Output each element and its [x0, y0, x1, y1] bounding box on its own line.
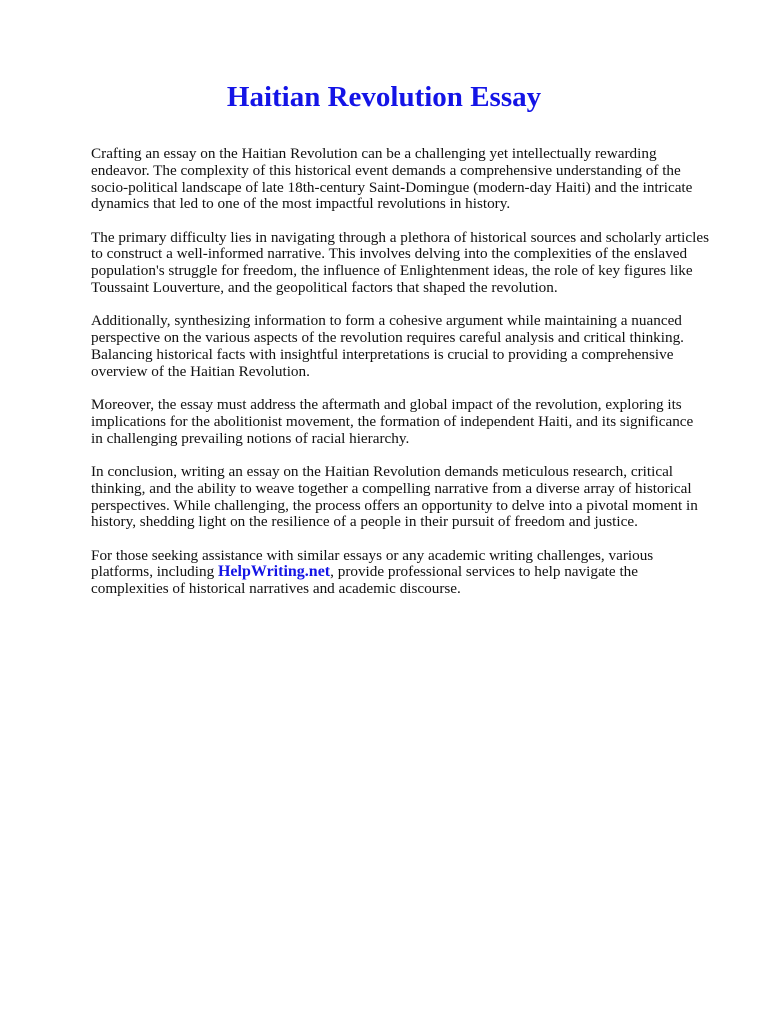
closing-text-before-link: For those seeking assistance with similar essays or any academic writing challenges, various platforms, including [91, 546, 654, 581]
paragraph-primary-difficulty: The primary difficulty lies in navigating through a plethora of historical sources and scholarly articles to construct a well-informed narrative. This involves delving into the complexities of the enslaved population's struggle for freedom, the influence of Enlightenment ideas, the role of key figures like Toussaint Louverture, and the geopolitical factors that shaped the revolution. [91, 228, 710, 297]
helpwriting-link[interactable]: HelpWriting.net [217, 563, 331, 581]
paragraph-introduction: Crafting an essay on the Haitian Revolution can be a challenging yet intellectually rewarding endeavor. The complexity of this historical event demands a comprehensive understanding of the socio-political landscape of late 18th-century Saint-Domingue (modern-day Haiti) and the intricate dynamics that led to one of the most impactful revolutions in history. [91, 145, 693, 213]
paragraph-synthesis: Additionally, synthesizing information to form a cohesive argument while maintaining a nuanced perspective on the various aspects of the revolution requires careful analysis and critical thinking. Balancing historical facts with insightful interpretations is crucial to providing a comprehensive overview of the Haitian Revolution. [91, 312, 684, 380]
essay-body [91, 146, 731, 615]
paragraph-aftermath: Moreover, the essay must address the aftermath and global impact of the revolution, exploring its implications for the abolitionist movement, the formation of independent Haiti, and its significance in challenging prevailing notions of racial hierarchy. [91, 396, 694, 447]
closing-text-after-link: , provide professional services to help navigate the complexities of historical narratives and academic discourse. [91, 563, 638, 598]
paragraph-conclusion: In conclusion, writing an essay on the Haitian Revolution demands meticulous research, critical thinking, and the ability to weave together a compelling narrative from a diverse array of historical perspectives. While challenging, the process offers an opportunity to delve into a pivotal moment in history, shedding light on the resilience of a people in their pursuit of freedom and justice. [91, 462, 698, 531]
paragraph-closing [91, 548, 731, 598]
page-title: Haitian Revolution Essay [226, 81, 542, 113]
